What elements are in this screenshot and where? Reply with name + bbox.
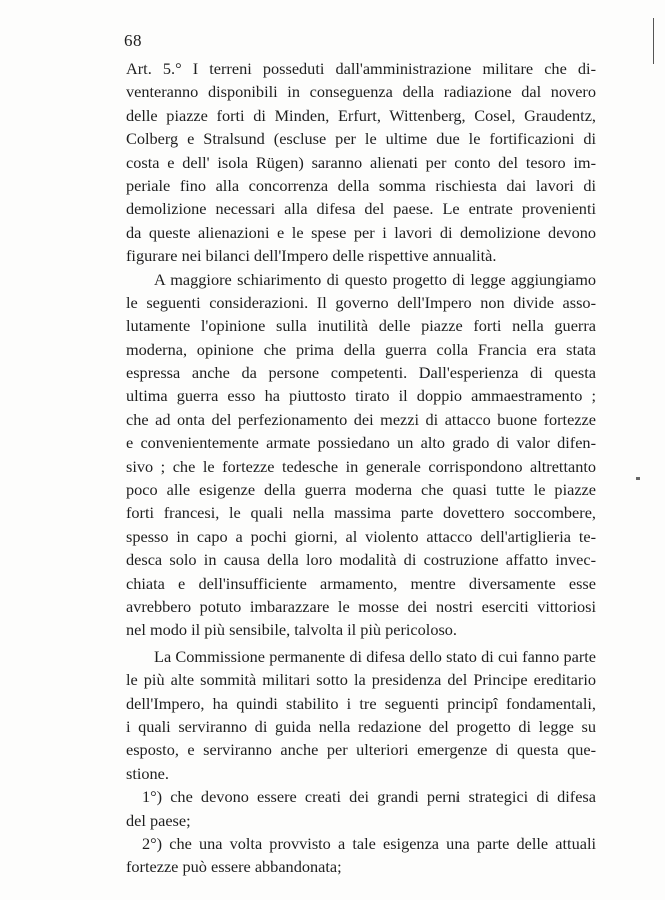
text-line: sivo ; che le fortezze tedesche in generale corrispondono altrettanto [126,456,596,476]
text-line: forti francesi, le quali nella massima parte dovettero soccombere, [126,503,596,523]
text-line: le più alte sommità militari sotto la presidenza del Principe ereditario [126,670,596,690]
text-line: che ad onta del perfezionamento dei mezzi di attacco buone fortezze [126,409,596,429]
text-line: delle piazze forti di Minden, Erfurt, Wittenberg, Cosel, Graudentz, [126,105,596,125]
text-line: espressa anche da persone competenti. Dall'esperienza di questa [126,363,596,383]
scan-edge-rule [653,18,654,64]
text-line: demolizione necessari alla difesa del paese. Le entrate provenienti [126,199,596,219]
body-text[interactable] [126,57,596,879]
text-line: le seguenti considerazioni. Il governo dell'Impero non divide asso- [126,292,596,312]
text-line: dell'Impero, ha quindi stabilito i tre seguenti principî fondamentali, [126,693,596,713]
text-line: A maggiore schiarimento di questo progetto di legge aggiungiamo [154,269,596,289]
text-line: lutamente l'opinione sulla inutilità delle piazze forti nella guerra [126,316,596,336]
text-line: figurare nei bilanci dell'Impero delle rispettive annualità. [126,246,497,266]
text-line: esposto, e serviranno anche per ulteriori emergenze di questa que- [126,740,596,760]
page-number: 68 [124,31,142,50]
text-line: ultima guerra esso ha piuttosto tirato il doppio ammaestramento ; [126,386,596,406]
text-line: e convenientemente armate possiedano un alto grado di valor difen- [126,433,596,453]
text-line: spesso in capo a pochi giorni, al violento attacco dell'artiglieria te- [126,526,596,546]
text-line: avrebbero potuto imbarazzare le mosse dei nostri eserciti vittoriosi [126,596,596,616]
text-line: Colberg e Stralsund (escluse per le ultime due le fortificazioni di [126,129,596,149]
text-line: venteranno disponibili in conseguenza della radiazione dal novero [126,82,596,102]
text-line: moderna, opinione che prima della guerra colla Francia era stata [126,339,596,359]
text-line: nel modo il più sensibile, talvolta il più pericoloso. [126,620,458,640]
text-line: chiata e dell'insufficiente armamento, mentre diversamente esse [126,573,596,593]
text-line: poco alle esigenze della guerra moderna che quasi tutte le piazze [126,480,596,500]
text-line: stione. [126,763,169,783]
text-line: periale fino alla concorrenza della somma rischiesta dai lavori di [126,175,596,195]
text-line: da queste alienazioni e le spese per i lavori di demolizione devono [126,222,596,242]
text-line: fortezze può essere abbandonata; [126,857,342,877]
list-item-2: 2°) che una volta provvisto a tale esigenza una parte delle attuali [142,833,596,853]
text-line: i quali serviranno di guida nella redazione del progetto di legge su [126,716,596,736]
text-line: costa e dell' isola Rügen) saranno alienati per conto del tesoro im- [126,152,596,172]
list-item-1: 1°) che devono essere creati dei grandi perni strategici di difesa [142,787,596,807]
text-line: La Commissione permanente di difesa dello stato di cui fanno parte [154,646,596,666]
text-line: desca solo in causa della loro modalità di costruzione affatto invec- [126,550,596,570]
text-line: Art. 5.° I terreni posseduti dall'amministrazione militare che di- [126,59,596,78]
text-line: del paese; [126,810,191,830]
scan-edge-mark [636,477,640,480]
